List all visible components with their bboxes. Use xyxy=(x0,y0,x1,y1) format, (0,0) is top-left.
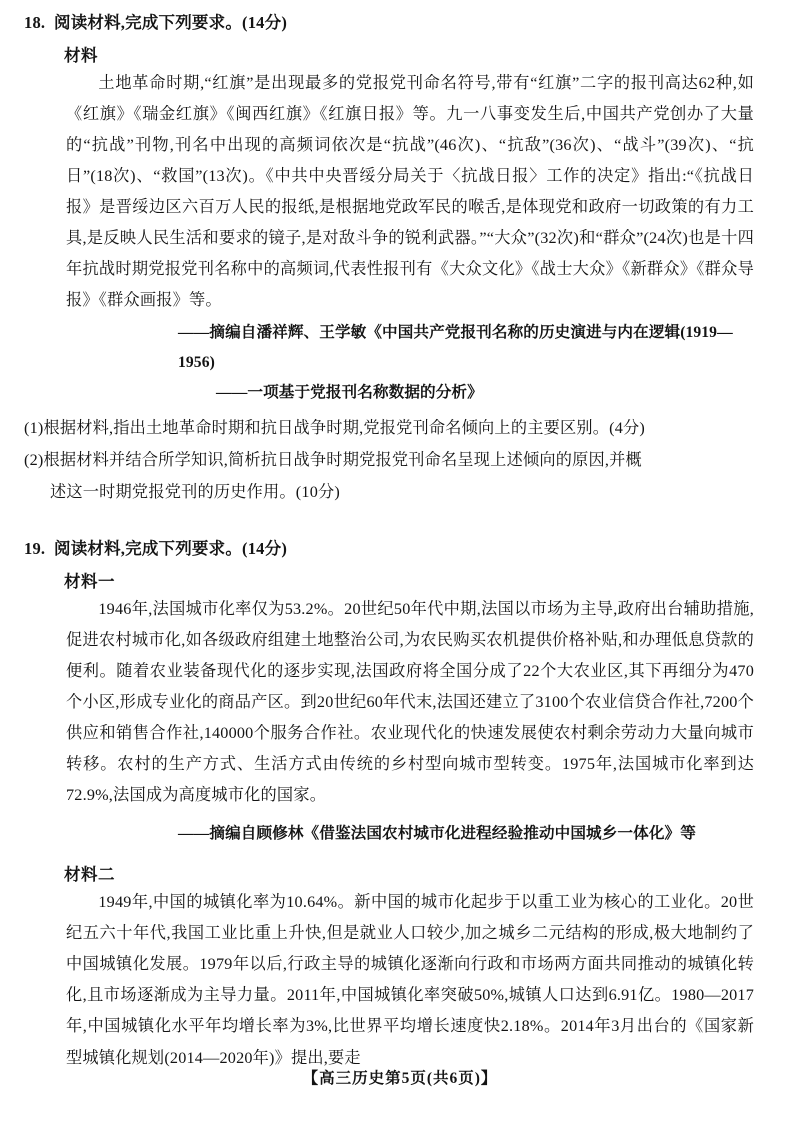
question-19 xyxy=(24,536,754,1074)
question-18-source-line-2: ——一项基于党报刊名称数据的分析》 xyxy=(216,383,483,401)
question-18-paragraph: 土地革命时期,“红旗”是出现最多的党报党刊命名符号,带有“红旗”二字的报刊高达62种,如《红旗》《瑞金红旗》《闽西红旗》《红旗日报》等。九一八事变发生后,中国共产党创办了大量的“抗战”刊物,刊名中出现的高频词依次是“抗战”(46次)、“抗敌”(36次)、“战斗”(39次)、“抗日”(18次)、“救国”(13次)。《中共中央晋绥分局关于〈抗战日报〉工作的决定》指出:“《抗战日报》是晋绥边区六百万人民的报纸,是根据地党政军民的喉舌,是体现党和政府一切政策的有力工具,是反映人民生活和要求的镜子,是对敌斗争的锐利武器。”“大众”(32次)和“群众”(24次)也是十四年抗战时期党报党刊名称中的高频词,代表性报刊有《大众文化》《战士大众》《新群众》《群众导报》《群众画报》等。 xyxy=(66,73,754,310)
question-18-sub-2: (2)根据材料并结合所学知识,简析抗日战争时期党报党刊命名呈现上述倾向的原因,并概 xyxy=(24,450,642,469)
question-19-material-2-label: 材料二 xyxy=(64,865,115,885)
question-19-prompt: 阅读材料,完成下列要求。(14分) xyxy=(54,539,288,559)
question-19-material-2-body xyxy=(66,887,754,1074)
question-19-material-1-paragraph: 1946年,法国城市化率仅为53.2%。20世纪50年代中期,法国以市场为主导,政府出台辅助措施,促进农村城市化,如各级政府组建土地整治公司,为农民购买农机提供价格补贴,和办理低息贷款的便利。随着农业装备现代化的逐步实现,法国政府将全国分成了22个大农业区,其下再细分为470个小区,形成专业化的商品产区。到20世纪60年代末,法国还建立了3100个农业信贷合作社,7200个供应和销售合作社,140000个服务合作社。农业现代化的快速发展使农村剩余劳动力大量向城市转移。农村的生产方式、生活方式由传统的乡村型向城市型转变。1975年,法国城市化率到达72.9%,法国成为高度城市化的国家。 xyxy=(66,599,754,805)
question-19-material-1-body xyxy=(66,594,754,812)
question-18-subquestions xyxy=(24,413,754,508)
question-19-number: 19. xyxy=(24,539,46,559)
question-19-material-1-source-wrap xyxy=(66,819,754,849)
question-18-sub-1: (1)根据材料,指出土地革命时期和抗日战争时期,党报党刊命名倾向上的主要区别。(4分) xyxy=(24,419,646,438)
question-18-prompt: 阅读材料,完成下列要求。(14分) xyxy=(54,13,288,32)
page-footer: 【高三历史第5页(共6页)】 xyxy=(302,1070,498,1087)
question-19-material-2-paragraph: 1949年,中国的城镇化率为10.64%。新中国的城市化起步于以重工业为核心的工业化。20世纪五六十年代,我国工业比重上升快,但是就业人口较少,加之城乡二元结构的形成,极大地制约了中国城镇化发展。1979年以后,行政主导的城镇化逐渐向行政和市场两方面共同推动的城镇化转化,且市场逐渐成为主导力量。2011年,中国城镇化率突破50%,城镇人口达到6.91亿。1980—2017年,中国城镇化水平年均增长率为3%,比世界平均增长速度快2.18%。2014年3月出台的《国家新型城镇化规划(2014—2020年)》提出,要走 xyxy=(66,893,754,1067)
question-18-source-line-1: ——摘编自潘祥辉、王学敏《中国共产党报刊名称的历史演进与内在逻辑(1919—1956) xyxy=(178,324,733,372)
question-18-sub-2-cont: 述这一时期党报党刊的历史作用。(10分) xyxy=(50,482,340,501)
question-18-material-label: 材料 xyxy=(64,45,98,65)
question-19-material-1-label: 材料一 xyxy=(64,571,115,591)
question-18 xyxy=(24,10,754,508)
question-18-heading xyxy=(24,10,754,36)
question-19-heading xyxy=(24,536,754,562)
question-18-body xyxy=(66,68,754,408)
question-19-material-1-source: ——摘编自顾修林《借鉴法国农村城市化进程经验推动中国城乡一体化》等 xyxy=(178,825,696,843)
question-18-number: 18. xyxy=(24,13,46,32)
